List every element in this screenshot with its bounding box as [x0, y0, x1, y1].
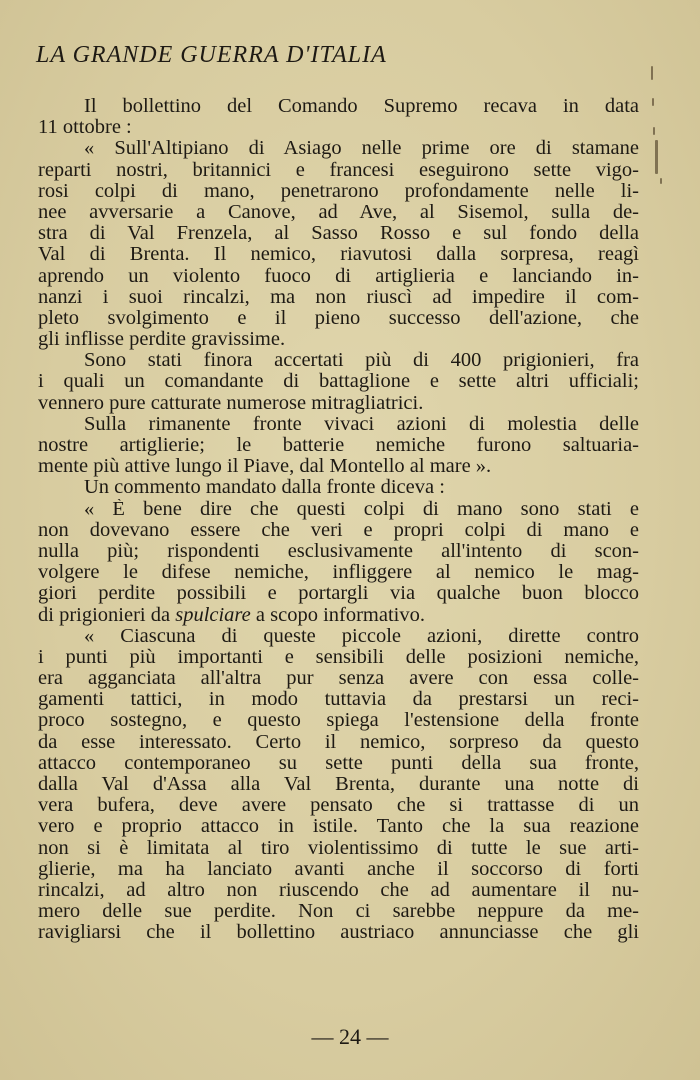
text-line: rosi colpi di mano, penetrarono profondamente nelle li-: [38, 180, 639, 202]
text-line: era agganciata all'altra pur senza avere con essa colle-: [38, 668, 639, 690]
text-line: dalla Val d'Assa alla Val Brenta, durante una notte di: [38, 774, 639, 795]
text-line: pleto svolgimento e il pieno successo dell'azione, che: [38, 307, 639, 329]
page-number: — 24 —: [311, 1024, 389, 1049]
text-line: non dovevano essere che veri e propri colpi di mano e: [38, 519, 639, 541]
text-line: stra di Val Frenzela, al Sasso Rosso e sul fondo della: [38, 223, 639, 245]
text-line: « È bene dire che questi colpi di mano sono stati e: [84, 498, 639, 520]
text-line: di prigionieri da spulciare a scopo informativo.: [38, 604, 425, 626]
text-line: nulla più; rispondenti esclusivamente all'intento di scon-: [38, 540, 639, 562]
text-line: glierie, ma ha lanciato avanti anche il soccorso di forti: [38, 858, 639, 880]
text-line: Sulla rimanente fronte vivaci azioni di molestia delle: [84, 413, 639, 435]
text-line: « Sull'Altipiano di Asiago nelle prime ore di stamane: [84, 138, 639, 160]
text-line: nostre artiglierie; le batterie nemiche furono saltuaria-: [38, 435, 639, 456]
text-line: mente più attive lungo il Piave, dal Montello al mare ».: [38, 456, 492, 478]
text-line: vera bufera, deve avere pensato che si trattasse di un: [38, 795, 639, 817]
text-line: giori perdite possibili e portargli via qualche buon blocco: [38, 583, 639, 605]
text-line: gamenti tattici, in modo tuttavia da prestarsi un reci-: [38, 689, 639, 711]
margin-blemish: [653, 127, 655, 135]
text-line: aprendo un violento fuoco di artiglieria e lanciando in-: [38, 265, 639, 287]
text-line: « Ciascuna di queste piccole azioni, dirette contro: [84, 625, 639, 647]
margin-blemish: [652, 98, 654, 106]
text-line: da esse interessato. Certo il nemico, sorpreso da questo: [38, 731, 639, 753]
margin-blemish: [655, 140, 658, 174]
margin-blemish: [660, 178, 662, 184]
text-line: i punti più importanti e sensibili delle posizioni nemiche,: [38, 646, 639, 668]
text-line: vennero pure catturate numerose mitragliatrici.: [38, 392, 424, 414]
text-line: proco sostegno, e questo spiega l'estensione della fronte: [38, 710, 639, 732]
text-line: Val di Brenta. Il nemico, riavutosi dalla sorpresa, reagì: [38, 244, 639, 266]
text-line: rincalzi, ad altro non riuscendo che ad aumentare il nu-: [38, 879, 639, 901]
text-line: vero e proprio attacco in istile. Tanto che la sua reazione: [38, 816, 639, 838]
text-line: volgere le difese nemiche, infliggere al nemico le mag-: [38, 562, 639, 584]
text-line: ravigliarsi che il bollettino austriaco annunciasse che gli: [38, 922, 639, 944]
text-line: Sono stati finora accertati più di 400 prigionieri, fra: [84, 350, 639, 372]
text-line: mero delle sue perdite. Non ci sarebbe neppure da me-: [38, 901, 639, 923]
text-line: nee avversarie a Canove, ad Ave, al Sisemol, sulla de-: [38, 201, 639, 223]
text-line: nanzi i suoi rincalzi, ma non riuscì ad impedire il com-: [38, 286, 639, 308]
text-line: attacco contemporaneo su sette punti della sua fronte,: [38, 752, 639, 774]
margin-blemish: [651, 66, 653, 80]
text-line: non si è limitata al tiro violentissimo di tutte le sue arti-: [38, 837, 639, 859]
body-text: [38, 96, 639, 944]
text-line: gli inflisse perdite gravissime.: [38, 329, 286, 351]
text-line: Un commento mandato dalla fronte diceva :: [84, 477, 445, 499]
text-line: Il bollettino del Comando Supremo recava in data: [84, 96, 639, 117]
text-line: 11 ottobre :: [38, 117, 132, 139]
running-title: LA GRANDE GUERRA D'ITALIA: [36, 42, 387, 68]
text-line: i quali un comandante di battaglione e sette altri ufficiali;: [38, 371, 639, 393]
text-line: reparti nostri, britannici e francesi eseguirono sette vigo-: [38, 159, 639, 181]
